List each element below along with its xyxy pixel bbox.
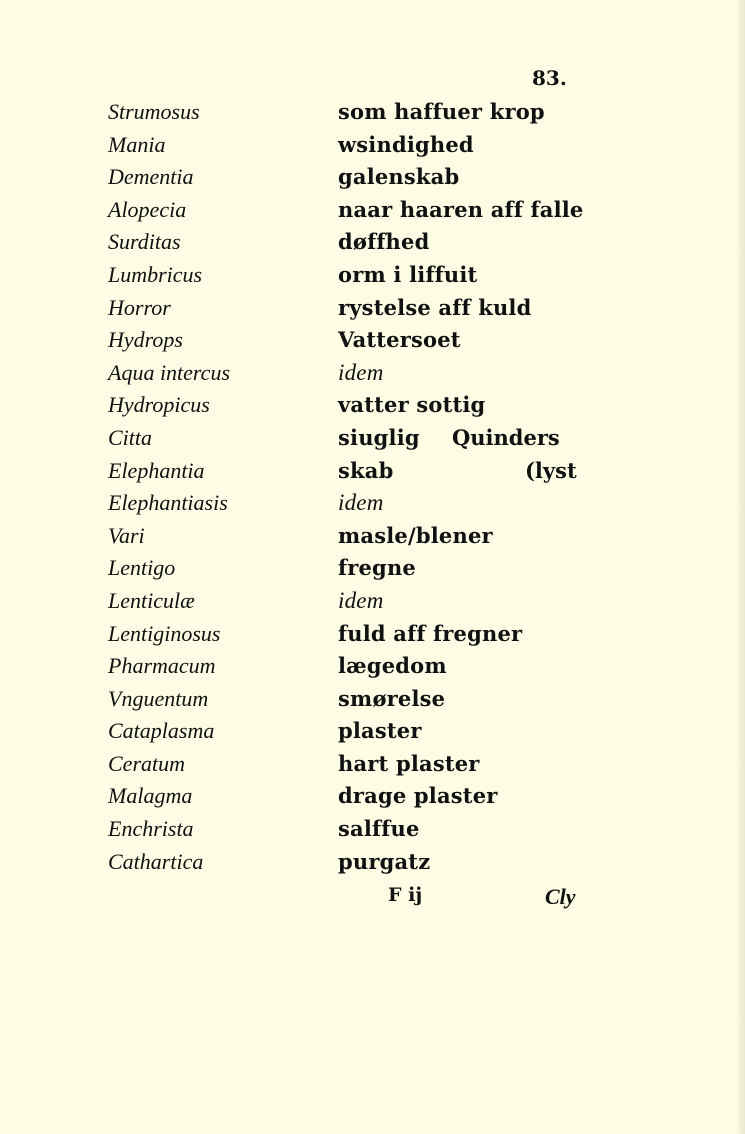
latin-term: Vnguentum [108,685,209,711]
latin-term: Pharmacum [108,653,216,679]
danish-gloss: salffue [338,816,420,842]
glossary-row [0,780,745,813]
latin-term: Hydropicus [108,392,210,418]
latin-term: Alopecia [108,196,187,222]
danish-gloss: naar haaren aff falle [338,196,584,222]
danish-gloss: purgatz [338,848,431,874]
page-number: 83. [532,66,567,90]
catchword: Cly [545,884,576,909]
latin-term: Lumbricus [108,261,203,287]
latin-term: Malagma [108,783,193,809]
latin-term: Lentigo [108,555,176,581]
glossary-row [0,226,745,259]
glossary-row [0,618,745,651]
latin-term: Elephantiasis [108,490,228,516]
latin-term: Aqua intercus [108,359,230,385]
glossary-row [0,357,745,390]
danish-gloss: skab [338,457,394,483]
glossary-row [0,96,745,129]
latin-term: Vari [108,522,145,548]
latin-term: Cathartica [108,848,204,874]
glossary-row [0,292,745,325]
latin-term: Strumosus [108,99,200,124]
continuation-word: (lyst [525,457,577,483]
glossary-row [0,324,745,357]
glossary-row [0,552,745,585]
latin-term: Elephantia [108,457,205,483]
glossary-row [0,161,745,194]
danish-gloss: wsindighed [338,131,474,157]
glossary-row [0,683,745,716]
glossary-row [0,422,745,455]
latin-term: Cataplasma [108,718,215,744]
glossary-row [0,520,745,553]
danish-gloss: vatter sottig [338,392,486,418]
danish-gloss: plaster [338,718,422,744]
danish-gloss: idem [338,359,384,385]
glossary-row [0,715,745,748]
danish-gloss: lægedom [338,653,447,679]
signature-mark: F ij [388,884,423,906]
danish-gloss: siuglig [338,424,420,450]
danish-gloss: rystelse aff kuld [338,294,532,320]
latin-term: Hydrops [108,327,183,353]
glossary-row [0,194,745,227]
glossary-row [0,487,745,520]
danish-gloss: som haffuer krop [338,99,545,124]
danish-gloss: masle/blener [338,522,493,548]
glossary-row [0,389,745,422]
glossary-row [0,846,745,879]
latin-term: Citta [108,424,153,450]
glossary-row [0,259,745,292]
danish-gloss: hart plaster [338,750,480,776]
glossary-row [0,650,745,683]
glossary-row [0,748,745,781]
glossary-row [0,129,745,162]
danish-gloss: idem [338,490,384,516]
danish-gloss: drage plaster [338,783,498,809]
danish-gloss: smørelse [338,685,446,711]
danish-gloss: fregne [338,555,416,581]
latin-term: Horror [108,294,171,320]
latin-term: Surditas [108,229,181,255]
glossary-row [0,585,745,618]
latin-term: Enchrista [108,816,194,842]
latin-term: Lenticulæ [108,587,195,613]
glossary-list [0,96,745,878]
danish-gloss: Vattersoet [338,327,461,353]
glossary-row [0,455,745,488]
danish-gloss: orm i liffuit [338,261,478,287]
latin-term: Lentiginosus [108,620,221,646]
danish-gloss: idem [338,587,384,613]
glossary-row [0,813,745,846]
latin-term: Dementia [108,164,194,190]
danish-gloss: galenskab [338,164,460,190]
danish-gloss: fuld aff fregner [338,620,523,646]
danish-gloss: døffhed [338,229,430,255]
continuation-word: Quinders [452,424,560,450]
latin-term: Mania [108,131,166,157]
latin-term: Ceratum [108,750,185,776]
